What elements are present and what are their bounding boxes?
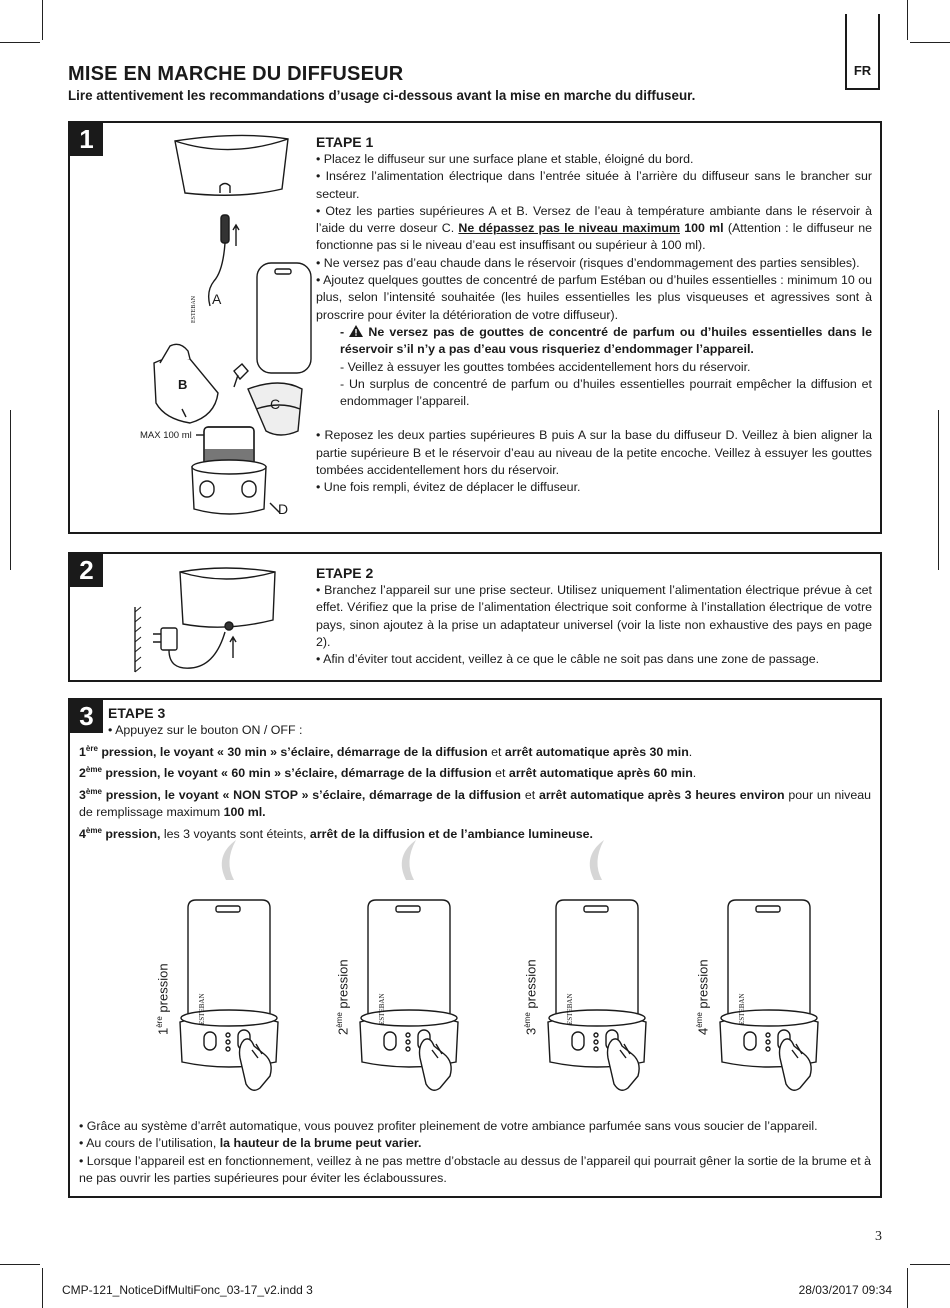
label-b: B — [178, 377, 188, 392]
press-line-2: 2ème pression, le voyant « 60 min » s’éclaire, démarrage de la diffusion et arrêt automatique après 60 min. — [79, 765, 697, 781]
crop-mark — [0, 1264, 40, 1265]
step1-heading: ETAPE 1 — [316, 134, 374, 150]
diffuser-figure — [334, 836, 504, 1106]
warning-note: - Ne versez pas de gouttes de concentré de parfum ou d’huiles essentielles dans le réservoir s’il n’y a pas d’eau vous risqueriez d’endommager l’appareil. — [340, 324, 872, 357]
label-max: MAX 100 ml — [140, 430, 192, 441]
diffuser-icon — [694, 836, 864, 1106]
press-label-4: 4ème pression — [695, 959, 711, 1035]
step1-text — [316, 133, 872, 497]
step3-heading-block — [108, 704, 868, 739]
label-c: C — [270, 396, 281, 412]
crop-mark — [910, 42, 950, 43]
diffuser-icon — [154, 836, 324, 1106]
footer-date: 28/03/2017 09:34 — [798, 1283, 892, 1297]
diffuser-icon — [522, 836, 692, 1106]
page-number: 3 — [875, 1229, 882, 1244]
crop-mark — [938, 410, 939, 570]
diffuser-figure — [694, 836, 864, 1106]
label-a: A — [212, 291, 222, 307]
step3-press-list — [79, 740, 871, 843]
step1-bullet: • Une fois rempli, évitez de déplacer le diffuseur. — [316, 480, 581, 495]
step3-note: • Grâce au système d’arrêt automatique, vous pouvez profiter pleinement de votre ambiance parfumée sans vous soucier de l’appareil. — [79, 1119, 818, 1133]
press-label-1: 1ère pression — [155, 963, 171, 1035]
brand-label: ESTEBAN — [738, 993, 746, 1025]
sub-note: - Un surplus de concentré de parfum ou d’huiles essentielles pourrait empêcher la diffusion et endommager l’appareil. — [340, 376, 872, 409]
step2-text — [316, 564, 872, 668]
step2-number: 2 — [70, 554, 103, 587]
crop-mark — [42, 1268, 43, 1308]
label-d: D — [278, 501, 289, 517]
press-label-3: 3ème pression — [523, 959, 539, 1035]
diffuser-figure — [522, 836, 692, 1106]
crop-mark — [910, 1264, 950, 1265]
press-label-2: 2ème pression — [335, 959, 351, 1035]
step2-heading: ETAPE 2 — [316, 565, 374, 581]
step1-bullet: • Ajoutez quelques gouttes de concentré de parfum Estéban ou d’huiles essentielles : minimum 10 ou plus, selon l’intensité souhaitée (les huiles essentielles les plus visqueuses et agressives sont à proscrire pour éviter la détérioration de votre diffuseur). — [316, 273, 872, 322]
brand-label: ESTEBAN — [378, 993, 386, 1025]
step3-panel — [68, 698, 882, 1198]
step3-intro: • Appuyez sur le bouton ON / OFF : — [108, 723, 303, 737]
brand-label: ESTEBAN — [191, 296, 197, 323]
footer-filename: CMP-121_NoticeDifMultiFonc_03-17_v2.indd 3 — [62, 1283, 313, 1297]
step1-bullet: • Reposez les deux parties supérieures B puis A sur la base du diffuseur D. Veillez à bien aligner la partie supérieure B et le réservoir d’eau au niveau de la petite encoche. Veillez à essuyer les gouttes tombées accidentellement hors du réservoir. — [316, 428, 872, 478]
crop-mark — [42, 0, 43, 40]
step3-heading: ETAPE 3 — [108, 705, 166, 721]
language-tab — [845, 14, 880, 90]
page-title: MISE EN MARCHE DU DIFFUSEUR — [68, 63, 404, 85]
brand-label: ESTEBAN — [566, 993, 574, 1025]
step3-number: 3 — [70, 700, 103, 733]
step1-bullet: • Insérez l’alimentation électrique dans l’entrée située à l’arrière du diffuseur sans le brancher sur secteur. — [316, 169, 872, 201]
step1-bullet: • Placez le diffuseur sur une surface plane et stable, éloigné du bord. — [316, 152, 694, 166]
step2-bullet: • Branchez l’appareil sur une prise secteur. Utilisez uniquement l’alimentation électrique prévue à cet effet. Vérifiez que la prise de l’alimentation électrique soit conforme à l’installation électrique de votre pays, sinon ajoutez à la prise un adaptateur universel (voir la liste non exhaustive des pays en page 2). — [316, 583, 872, 649]
step1-panel — [68, 121, 882, 534]
crop-mark — [0, 42, 40, 43]
step1-bullet: • Ne versez pas d’eau chaude dans le réservoir (risques d’endommagement des parties sensibles). — [316, 255, 860, 270]
press-line-1: 1ère pression, le voyant « 30 min » s’éclaire, démarrage de la diffusion et arrêt automatique après 30 min. — [79, 744, 693, 760]
page-subtitle: Lire attentivement les recommandations d’usage ci-dessous avant la mise en marche du diffuseur. — [68, 88, 696, 103]
crop-mark — [10, 410, 11, 570]
sub-note: - Veillez à essuyer les gouttes tombées accidentellement hors du réservoir. — [340, 359, 751, 374]
diffuser-icon — [334, 836, 504, 1106]
step2-illustration — [125, 562, 305, 677]
step2-panel — [68, 552, 882, 682]
brand-label: ESTEBAN — [198, 993, 206, 1025]
step3-note: • Lorsque l’appareil est en fonctionnement, veillez à ne pas mettre d’obstacle au dessus de l’appareil qui pourrait gêner la sortie de la brume et à ne pas ouvrir les parties supérieures pour éviter les éclaboussures. — [79, 1153, 871, 1185]
press-line-3: 3ème pression, le voyant « NON STOP » s’éclaire, démarrage de la diffusion et arrêt automatique après 3 heures environ pour un niveau de remplissage maximum 100 ml. — [79, 786, 872, 820]
step1-bullet: • Otez les parties supérieures A et B. Versez de l’eau à température ambiante dans le réservoir à l’aide du verre doseur C. Ne dépassez pas le niveau maximum 100 ml (Attention : le diffuseur ne fonctionne pas si le niveau d’eau est insuffisant ou supérieur à 100 ml). — [316, 203, 872, 253]
step2-bullet: • Afin d’éviter tout accident, veillez à ce que le câble ne soit pas dans une zone de passage. — [316, 652, 820, 667]
crop-mark — [907, 1268, 908, 1308]
step3-note: • Au cours de l’utilisation, la hauteur de la brume peut varier. — [79, 1136, 422, 1151]
step1-illustration — [130, 131, 320, 521]
language-label: FR — [853, 63, 872, 78]
press-line-4: 4ème pression, les 3 voyants sont éteints, arrêt de la diffusion et de l’ambiance lumineuse. — [79, 825, 593, 841]
step1-number: 1 — [70, 123, 103, 156]
diffuser-figure — [154, 836, 324, 1106]
crop-mark — [907, 0, 908, 40]
step3-notes — [79, 1118, 871, 1187]
warning-icon — [349, 325, 363, 337]
